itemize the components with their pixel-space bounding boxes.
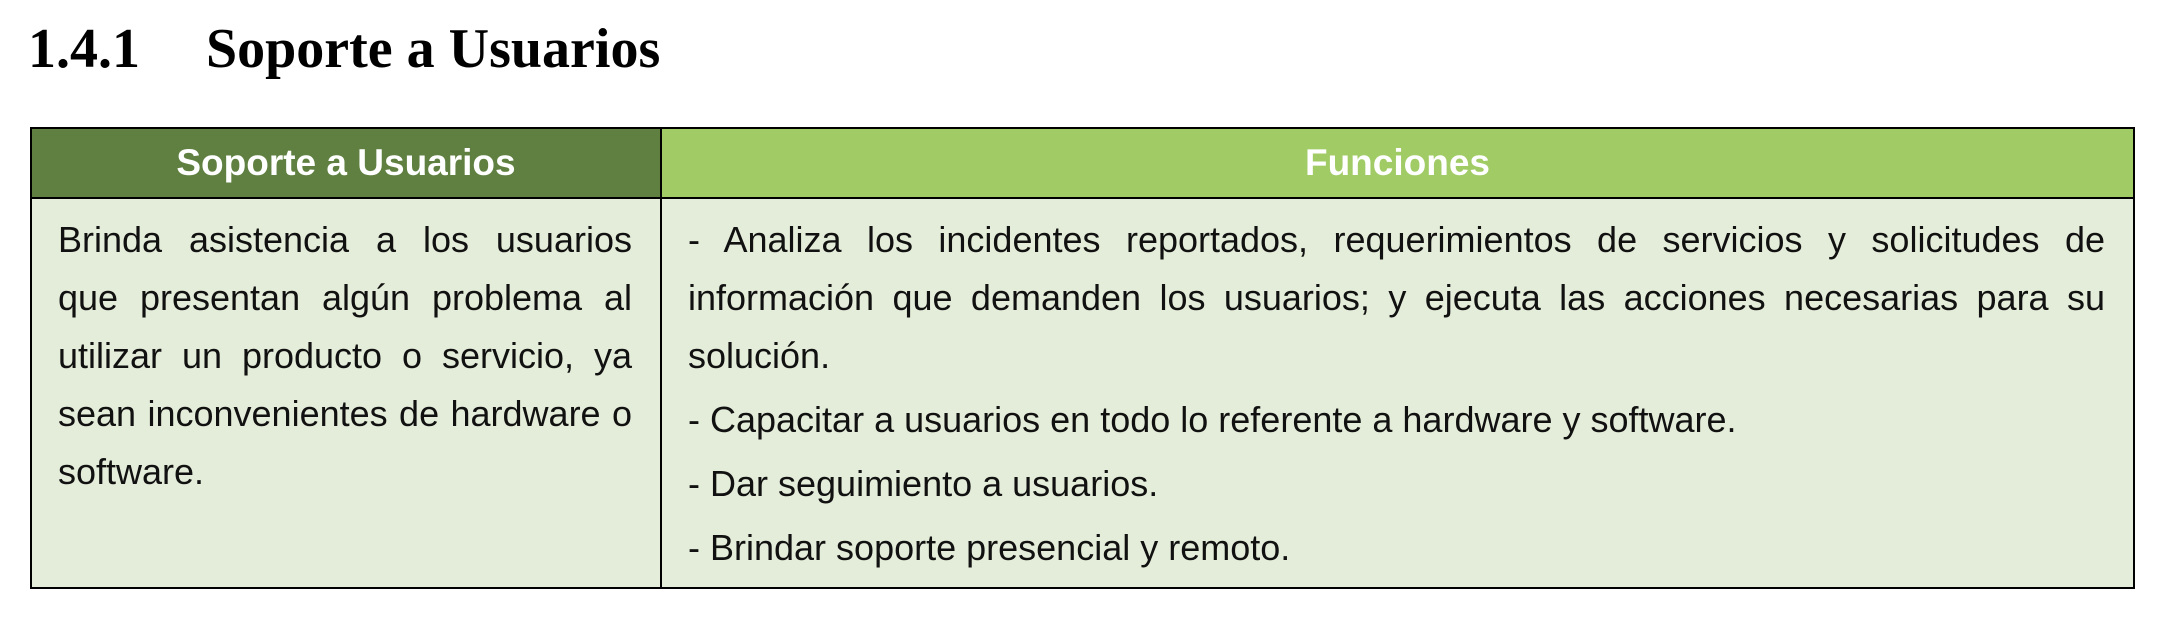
table-row: [31, 198, 2134, 588]
role-description: Brinda asistencia a los usuarios que presentan algún problema al utilizar un producto o servicio, ya sean inconvenientes de hardware o software.: [58, 219, 632, 492]
function-item: - Analiza los incidentes reportados, requerimientos de servicios y solicitudes de información que demanden los usuarios; y ejecuta las acciones necesarias para su solución.: [688, 219, 2105, 376]
section-number: 1.4.1: [28, 18, 140, 80]
section-title: Soporte a Usuarios: [206, 18, 661, 80]
functions-cell: [661, 198, 2134, 588]
role-description-cell: [31, 198, 661, 588]
function-item: - Capacitar a usuarios en todo lo referente a hardware y software.: [688, 399, 1737, 440]
section-heading: [28, 14, 660, 84]
functions-table: [30, 127, 2135, 589]
header-cell-role: Soporte a Usuarios: [31, 128, 661, 198]
header-cell-functions: Funciones: [661, 128, 2134, 198]
table-header-row: [31, 128, 2134, 198]
function-item: - Dar seguimiento a usuarios.: [688, 463, 1159, 504]
function-item: - Brindar soporte presencial y remoto.: [688, 527, 1291, 568]
